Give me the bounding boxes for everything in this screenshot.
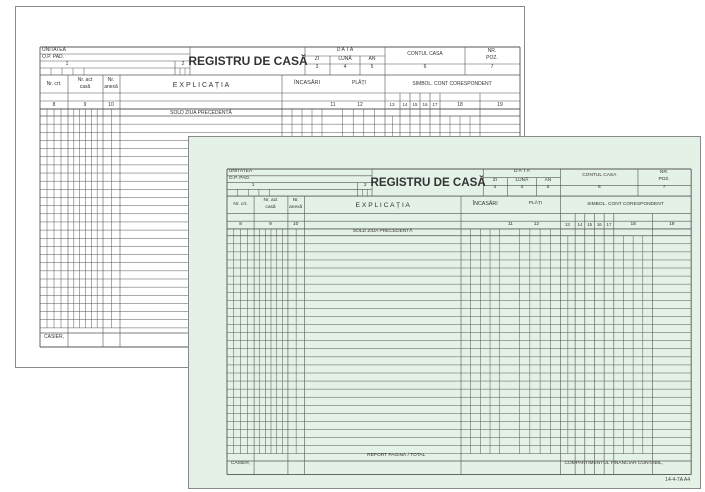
year-label: AN (368, 56, 376, 62)
cashier-label: CASIER, (44, 333, 65, 340)
column-number: 3 (315, 64, 319, 70)
day-label: ZI (492, 177, 497, 183)
receipts-header: ÎNCASĂRI (472, 200, 498, 207)
payments-header: PLĂȚI (352, 80, 366, 86)
column-number: 16 (422, 102, 428, 107)
account-symbol-header: SIMBOL. CONT CORESPONDENT (412, 81, 492, 87)
payments-header: PLĂȚI (528, 200, 543, 206)
month-label: LUNĂ (515, 177, 529, 183)
previous-balance-label: SOLD ZIUA PRECEDENTĂ (352, 229, 413, 235)
column-number: 15 (587, 222, 593, 228)
explanation-header: E X P L I C A Ț I A (172, 82, 230, 89)
column-number: 6 (423, 64, 427, 70)
column-number: 5 (370, 64, 374, 70)
receipts-header: ÎNCASĂRI (294, 80, 320, 86)
serial-number-header: Nr. crt. (46, 81, 62, 87)
column-number: 1 (65, 61, 69, 67)
explanation-header: E X P L I C A Ț I A (355, 201, 410, 209)
serial-number-header: Nr. crt. (233, 201, 248, 207)
column-number: 9 (83, 102, 87, 108)
column-number: 15 (412, 102, 418, 107)
column-number: 1 (251, 182, 255, 188)
cash-document-header: Nr. act (263, 197, 278, 203)
column-number: 7 (662, 185, 666, 191)
column-number: 10 (292, 222, 299, 228)
account-symbol-header: SIMBOL. CONT CORESPONDENT (587, 201, 664, 207)
op-pad-label: O.P. PAD. (42, 54, 65, 60)
column-number: 4 (343, 64, 347, 70)
form-title: REGISTRU DE CASĂ (188, 54, 308, 68)
cash-document-header: Nr. act (77, 77, 93, 83)
financial-department-label: COMPARTIMENTUL FINANCIAR CONTABIL, (564, 461, 664, 467)
column-number: 18 (630, 222, 636, 228)
month-label: LUNĂ (338, 56, 352, 62)
date-label: D A T A (513, 168, 530, 174)
column-number: 8 (52, 102, 56, 108)
column-number: 19 (669, 222, 675, 228)
op-pad-label: O.P. PAD. (228, 175, 251, 181)
position-label: POZ. (486, 55, 498, 61)
column-number: 7 (490, 64, 494, 70)
annex-header: Nr. (292, 197, 299, 203)
annex-header: Nr. (107, 77, 115, 83)
column-number: 12 (357, 102, 363, 108)
cash-account-label: CONTUL CASA (407, 51, 443, 57)
front-form-labels (189, 137, 700, 488)
page-report-label: REPORT PAGINĂ / TOTAL (367, 453, 426, 459)
form-code: 14-4-7A A4 (665, 477, 690, 483)
year-label: AN (544, 177, 552, 183)
cashier-label: CASIER, (230, 461, 251, 467)
unit-label: UNITATEA (228, 168, 253, 174)
cash-account-label: CONTUL CASA (582, 172, 617, 178)
day-label: ZI (314, 56, 320, 62)
column-number: 17 (606, 222, 612, 228)
annex-header: anexă (289, 204, 303, 210)
column-number: 8 (239, 222, 242, 228)
column-number: 14 (577, 222, 583, 228)
position-label: NR. (659, 169, 669, 175)
column-number: 6 (597, 185, 601, 191)
column-number: 12 (533, 222, 540, 228)
column-number: 11 (330, 102, 336, 108)
form-title: REGISTRU DE CASĂ (370, 175, 486, 189)
date-label: D A T A (336, 47, 354, 53)
cash-document-header: casă (79, 84, 91, 90)
previous-balance-label: SOLD ZIUA PRECEDENTĂ (170, 109, 232, 116)
column-number: 13 (564, 222, 570, 228)
column-number: 9 (269, 222, 272, 228)
annex-header: anexă (104, 84, 118, 90)
column-number: 3 (493, 185, 497, 191)
column-number: 18 (457, 102, 463, 108)
cash-document-header: casă (265, 204, 276, 210)
column-number: 11 (507, 222, 513, 228)
column-number: 2 (363, 182, 367, 188)
column-number: 17 (432, 102, 438, 107)
column-number: 13 (389, 102, 395, 107)
column-number: 16 (596, 222, 602, 228)
column-number: 4 (520, 185, 524, 191)
unit-label: UNITATEA (42, 47, 66, 53)
column-number: 14 (402, 102, 408, 107)
front-register-form (188, 136, 701, 489)
position-label: POZ. (658, 176, 670, 182)
column-number: 5 (546, 185, 550, 191)
column-number: 10 (108, 102, 114, 108)
position-label: NR. (487, 48, 497, 54)
column-number: 2 (181, 61, 185, 67)
column-number: 19 (497, 102, 503, 108)
